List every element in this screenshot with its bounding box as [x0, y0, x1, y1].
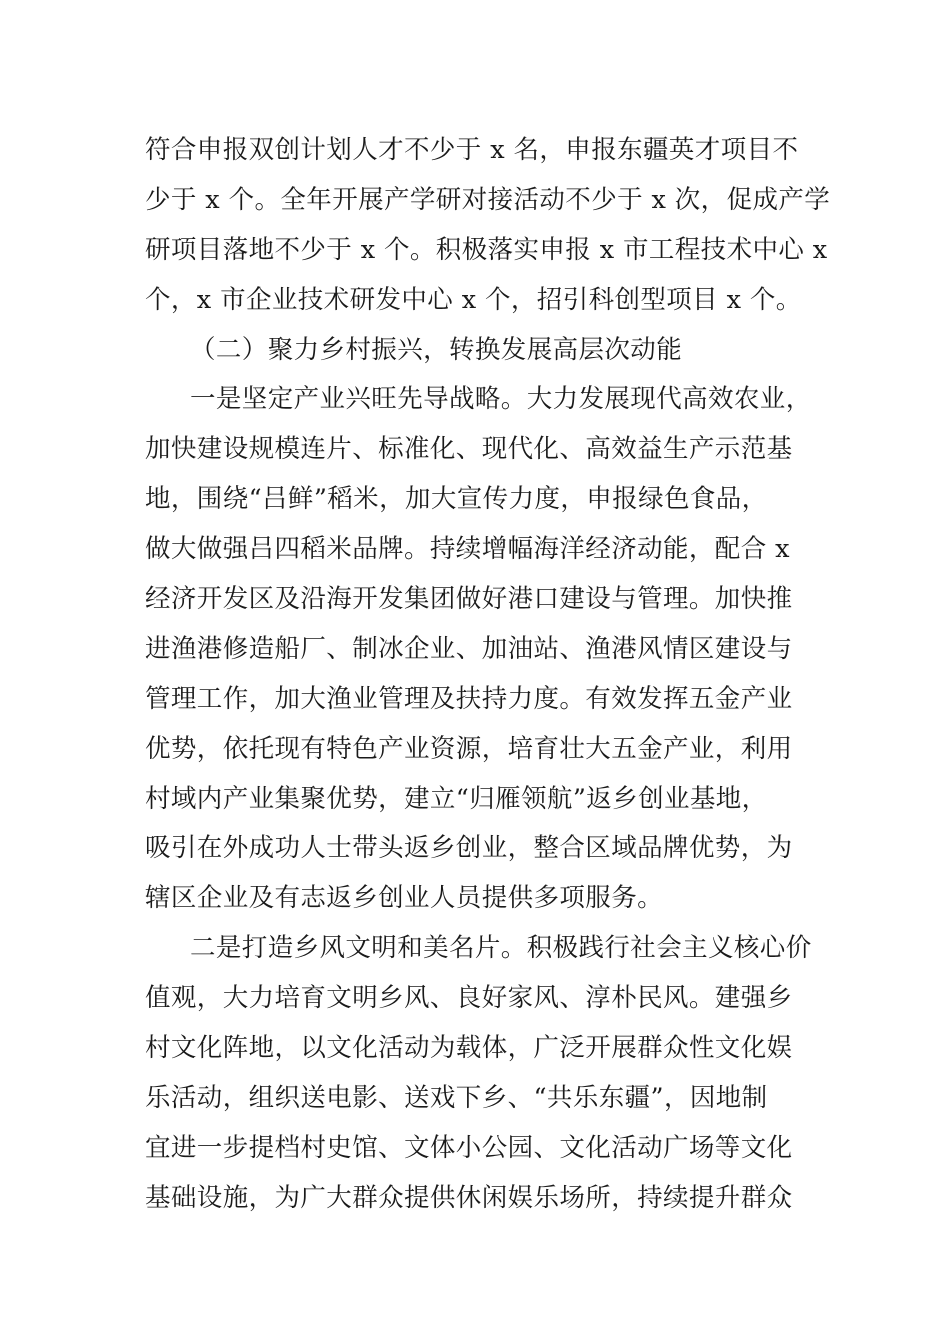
body-line: 研项目落地不少于 x 个。积极落实申报 x 市工程技术中心 x: [145, 234, 828, 265]
section-heading: （二）聚力乡村振兴，转换发展高层次动能: [190, 334, 683, 365]
body-line: 基础设施，为广大群众提供休闲娱乐场所，持续提升群众: [145, 1182, 793, 1213]
paragraph-first-line: 二是打造乡风文明和美名片。积极践行社会主义核心价: [190, 933, 812, 964]
body-line: 村域内产业集聚优势，建立“归雁领航”返乡创业基地，: [145, 783, 768, 814]
body-line: 辖区企业及有志返乡创业人员提供多项服务。: [145, 883, 664, 914]
body-line: 优势，依托现有特色产业资源，培育壮大五金产业，利用: [145, 733, 793, 764]
body-line: 宜进一步提档村史馆、文体小公园、文化活动广场等文化: [145, 1132, 793, 1163]
body-line: 经济开发区及沿海开发集团做好港口建设与管理。加快推: [145, 584, 793, 615]
body-line: 个，x 市企业技术研发中心 x 个，招引科创型项目 x 个。: [145, 284, 802, 315]
body-line: 吸引在外成功人士带头返乡创业，整合区域品牌优势，为: [145, 833, 793, 864]
body-line: 符合申报双创计划人才不少于 x 名，申报东疆英才项目不: [145, 135, 799, 165]
body-line: 乐活动，组织送电影、送戏下乡、“共乐东疆”，因地制: [145, 1082, 768, 1113]
body-line: 进渔港修造船厂、制冰企业、加油站、渔港风情区建设与: [145, 633, 793, 664]
body-line: 村文化阵地，以文化活动为载体，广泛开展群众性文化娱: [145, 1033, 793, 1064]
body-line: 地，围绕“吕鲜”稻米，加大宣传力度，申报绿色食品，: [145, 484, 768, 515]
document-body: [145, 126, 831, 1224]
body-line: 少于 x 个。全年开展产学研对接活动不少于 x 次，促成产学: [145, 184, 831, 215]
body-line: 值观，大力培育文明乡风、良好家风、淳朴民风。建强乡: [145, 983, 793, 1014]
paragraph-first-line: 一是坚定产业兴旺先导战略。大力发展现代高效农业，: [190, 384, 812, 415]
body-line: 做大做强吕四稻米品牌。持续增幅海洋经济动能，配合 x: [145, 534, 790, 565]
body-line: 管理工作，加大渔业管理及扶持力度。有效发挥五金产业: [145, 683, 793, 714]
body-line: 加快建设规模连片、标准化、现代化、高效益生产示范基: [145, 434, 793, 465]
